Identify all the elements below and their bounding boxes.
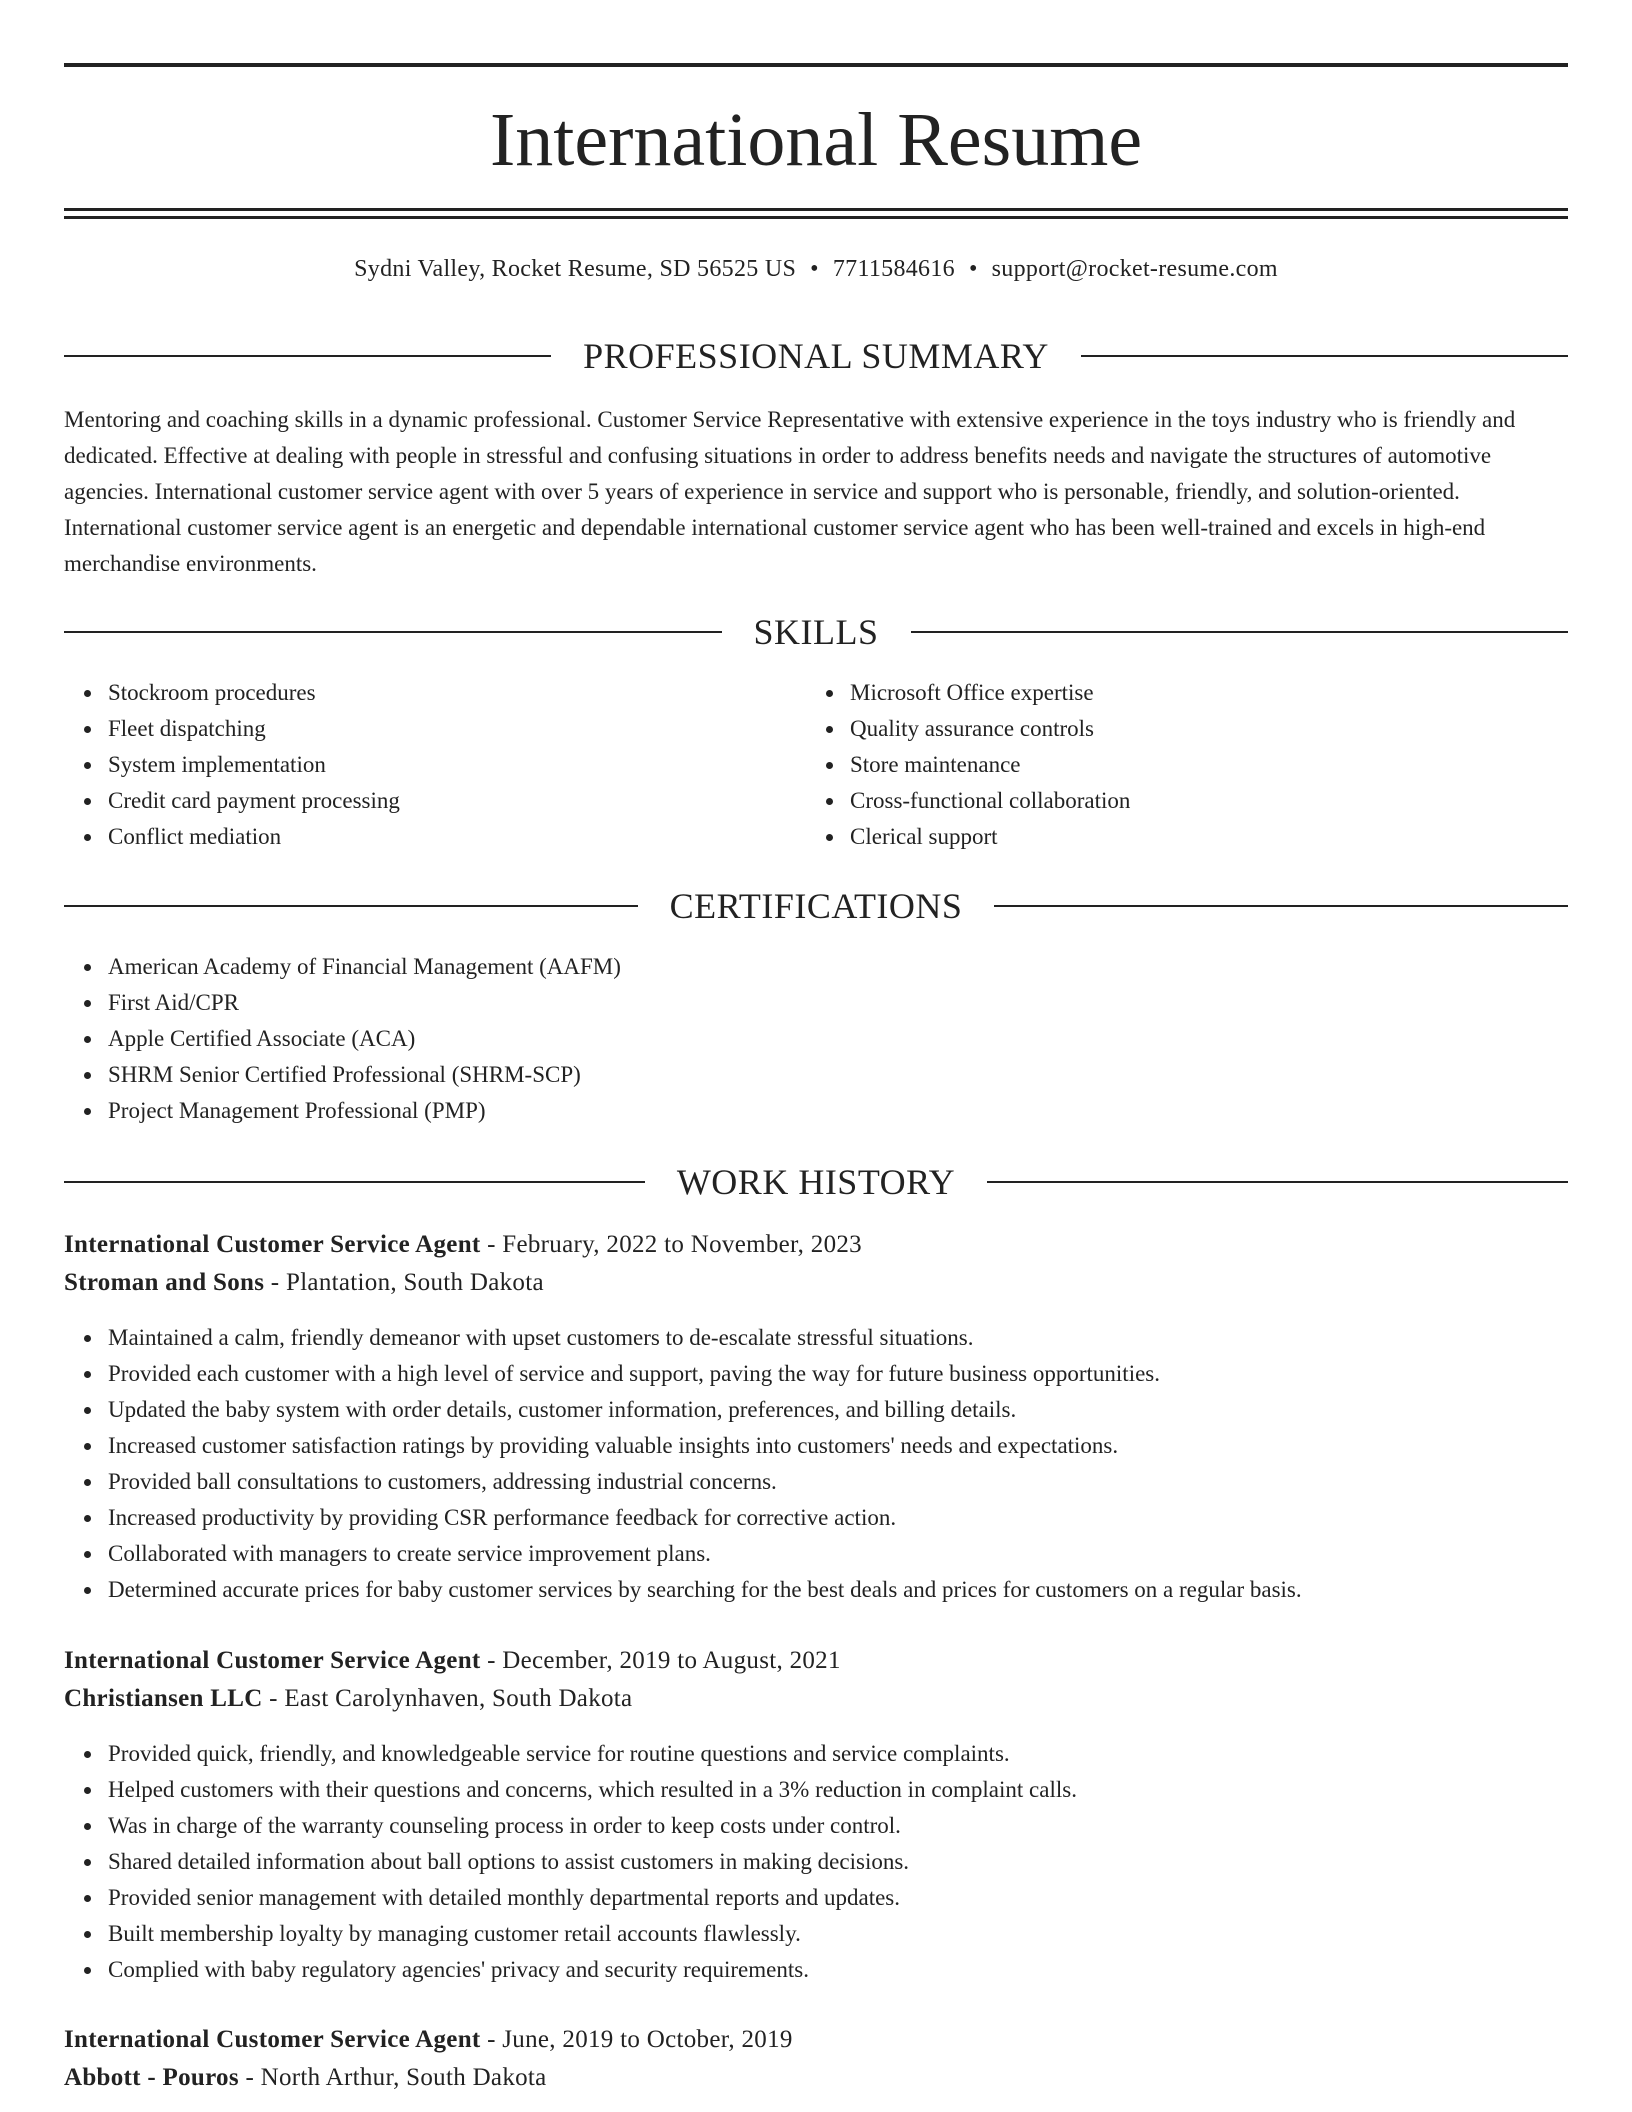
contact-email: support@rocket-resume.com	[991, 256, 1278, 282]
job-duty: Helped customers with their questions and concerns, which resulted in a 3% reduction in complaint calls.	[108, 1772, 1568, 1808]
job-duty: Was in charge of the warranty counseling process in order to keep costs under control.	[108, 1808, 1568, 1844]
job-company: Stroman and Sons	[64, 1269, 265, 1296]
contact-phone: 7711584616	[832, 256, 955, 282]
contact-separator: •	[810, 256, 819, 282]
job-duty: Updated the baby system with order details, customer information, preferences, and billing details.	[108, 1392, 1568, 1428]
section-heading-label: SKILLS	[753, 612, 879, 652]
contact-line	[64, 252, 1568, 286]
certification-item: Project Management Professional (PMP)	[108, 1093, 1508, 1129]
skills-list-right	[806, 675, 1550, 855]
section-heading-summary	[64, 334, 1568, 378]
heading-rule-left	[64, 355, 551, 357]
job-location: East Carolynhaven, South Dakota	[284, 1685, 633, 1712]
job-duty: Shared detailed information about ball options to assist customers in making decisions.	[108, 1844, 1568, 1880]
job-duties-list	[64, 1736, 1568, 1988]
skill-item: Cross-functional collaboration	[850, 783, 1550, 819]
contact-address: Sydni Valley, Rocket Resume, SD 56525 US	[354, 256, 797, 282]
top-rule	[64, 63, 1568, 67]
summary-text: Mentoring and coaching skills in a dynamic professional. Customer Service Representative with extensive experience in the toys industry who is friendly and dedicated. Effective at dealing with people in stressful and confusing situations in order to address benefits needs and navigate the structures of automotive agencies. International customer service agent with over 5 years of experience in service and support who is personable, friendly, and solution-oriented. International customer service agent is an energetic and dependable international customer service agent who has been well-trained and excels in high-end merchandise environments.	[64, 407, 1516, 576]
skill-item: Clerical support	[850, 819, 1550, 855]
job-duty: Complied with baby regulatory agencies' privacy and security requirements.	[108, 1952, 1568, 1988]
title-double-rule-lower	[64, 216, 1568, 219]
job-dates: February, 2022 to November, 2023	[502, 1231, 862, 1258]
certification-item: SHRM Senior Certified Professional (SHRM-SCP)	[108, 1057, 1508, 1093]
job-duty: Provided senior management with detailed monthly departmental reports and updates.	[108, 1880, 1568, 1916]
skill-item: Credit card payment processing	[108, 783, 808, 819]
certification-item: Apple Certified Associate (ACA)	[108, 1021, 1508, 1057]
heading-rule-left	[64, 1181, 645, 1183]
job-dates: December, 2019 to August, 2021	[502, 1647, 841, 1674]
certifications-list	[64, 949, 1508, 1129]
job-company: Abbott - Pouros	[64, 2064, 239, 2091]
section-heading-label: CERTIFICATIONS	[669, 886, 963, 926]
skill-item: Stockroom procedures	[108, 675, 808, 711]
section-heading-certifications	[64, 884, 1568, 928]
job-duty: Determined accurate prices for baby customer services by searching for the best deals and prices for customers on a regular basis.	[108, 1572, 1568, 1608]
job-company: Christiansen LLC	[64, 1685, 263, 1712]
job-duty: Provided ball consultations to customers, addressing industrial concerns.	[108, 1464, 1568, 1500]
title-double-rule-upper	[64, 208, 1568, 211]
heading-rule-left	[64, 905, 638, 907]
skill-item: Conflict mediation	[108, 819, 808, 855]
job-location: North Arthur, South Dakota	[260, 2064, 547, 2091]
job-title: International Customer Service Agent	[64, 1231, 481, 1258]
job-duty: Increased customer satisfaction ratings by providing valuable insights into customers' needs and expectations.	[108, 1428, 1568, 1464]
job-title: International Customer Service Agent	[64, 2026, 481, 2053]
job-title-line: International Customer Service Agent - December, 2019 to August, 2021	[64, 1647, 841, 1674]
job-duty: Built membership loyalty by managing customer retail accounts flawlessly.	[108, 1916, 1568, 1952]
job-location: Plantation, South Dakota	[285, 1269, 544, 1296]
contact-separator: •	[968, 256, 978, 282]
heading-rule-right	[911, 631, 1569, 633]
skill-item: Quality assurance controls	[850, 711, 1550, 747]
skill-item: Microsoft Office expertise	[850, 675, 1550, 711]
job-title-line: International Customer Service Agent - February, 2022 to November, 2023	[64, 1231, 862, 1258]
skills-list-left	[64, 675, 808, 855]
section-heading-label: PROFESSIONAL SUMMARY	[583, 336, 1049, 376]
job-duty: Maintained a calm, friendly demeanor with upset customers to de-escalate stressful situations.	[108, 1320, 1568, 1356]
job-duty: Collaborated with managers to create service improvement plans.	[108, 1536, 1568, 1572]
skill-item: System implementation	[108, 747, 808, 783]
job-company-line: Abbott - Pouros - North Arthur, South Dakota	[64, 2064, 547, 2091]
job-company-line: Christiansen LLC - East Carolynhaven, South Dakota	[64, 1685, 633, 1712]
job-duties-list	[64, 1320, 1568, 1608]
job-duty: Provided each customer with a high level of service and support, paving the way for future business opportunities.	[108, 1356, 1568, 1392]
section-heading-work-history	[64, 1160, 1568, 1204]
job-duty: Increased productivity by providing CSR performance feedback for corrective action.	[108, 1500, 1568, 1536]
job-company-line: Stroman and Sons - Plantation, South Dakota	[64, 1269, 544, 1296]
heading-rule-right	[987, 1181, 1568, 1183]
heading-rule-left	[64, 631, 722, 633]
resume-title: International Resume	[489, 98, 1143, 182]
heading-rule-right	[994, 905, 1568, 907]
skill-item: Store maintenance	[850, 747, 1550, 783]
job-dates: June, 2019 to October, 2019	[502, 2026, 793, 2053]
job-title: International Customer Service Agent	[64, 1647, 481, 1674]
certification-item: First Aid/CPR	[108, 985, 1508, 1021]
heading-rule-right	[1081, 355, 1568, 357]
certification-item: American Academy of Financial Management (AAFM)	[108, 949, 1508, 985]
skill-item: Fleet dispatching	[108, 711, 808, 747]
section-heading-label: WORK HISTORY	[676, 1162, 956, 1202]
job-title-line: International Customer Service Agent - June, 2019 to October, 2019	[64, 2026, 793, 2053]
job-duty: Provided quick, friendly, and knowledgeable service for routine questions and service complaints.	[108, 1736, 1568, 1772]
section-heading-skills	[64, 610, 1568, 654]
